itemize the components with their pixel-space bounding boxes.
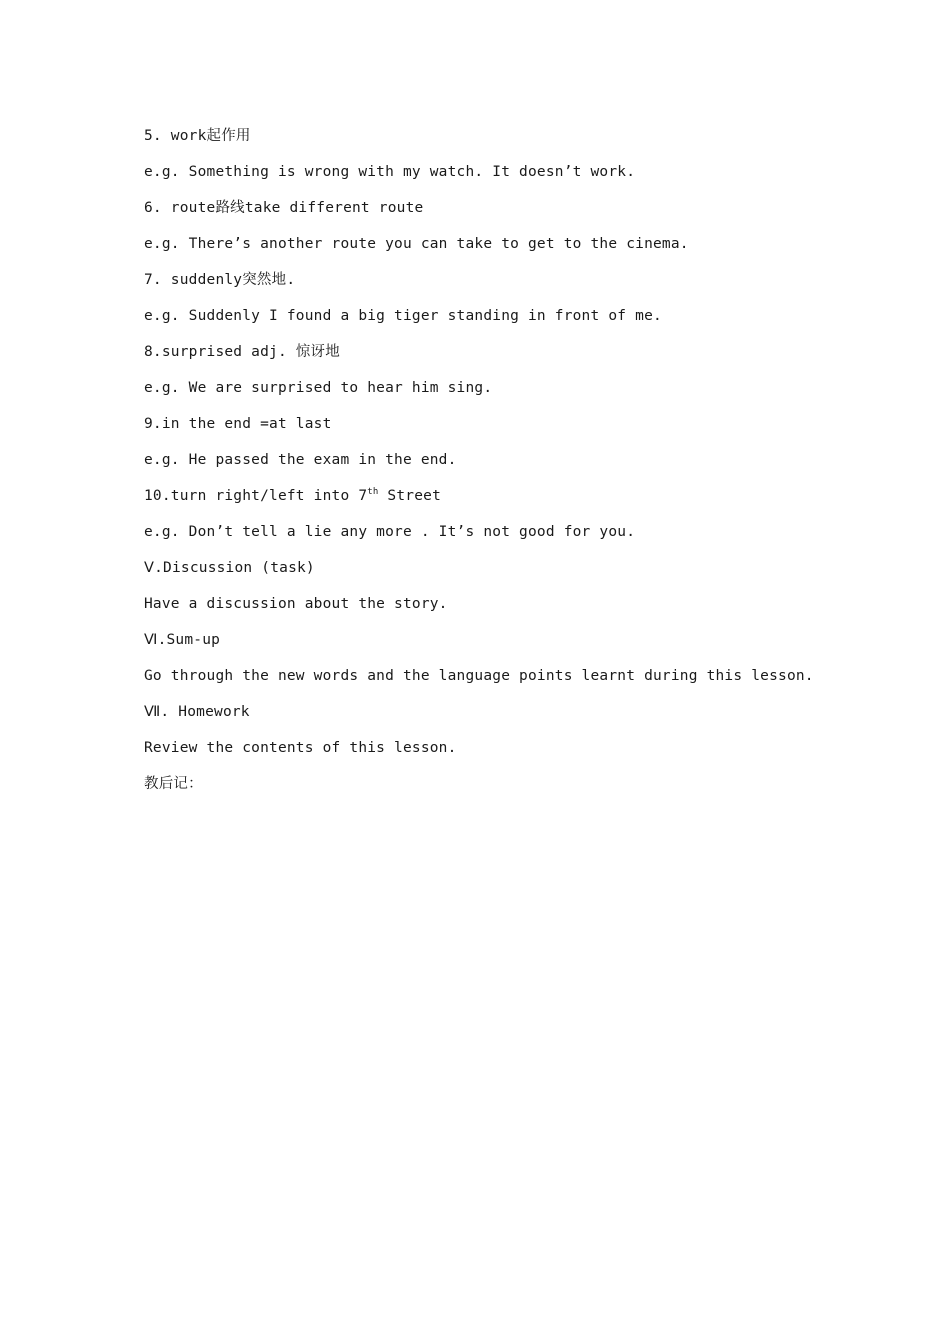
point-5-heading: 5. work起作用 [144,128,251,144]
point-8-heading: 8.surprised adj. 惊讶地 [144,344,340,360]
teaching-notes-label: 教后记： [144,776,203,792]
section-6-heading: Ⅵ.Sum-up [144,632,221,648]
point-10-heading [144,484,844,520]
point-10-text: 10.turn right/left into 7 [144,488,368,504]
point-8-example: e.g. We are surprised to hear him sing. [144,380,493,396]
point-7-example: e.g. Suddenly I found a big tiger standing in front of me. [144,308,662,324]
section-6-text: Go through the new words and the language points learnt during this lesson. [144,668,814,684]
point-5-example: e.g. Something is wrong with my watch. It doesn’t work. [144,164,636,180]
section-7-text: Review the contents of this lesson. [144,740,457,756]
ordinal-superscript: th [367,487,379,497]
section-5-text: Have a discussion about the story. [144,596,448,612]
point-10-example: e.g. Don’t tell a lie any more . It’s not good for you. [144,524,636,540]
point-6-example: e.g. There’s another route you can take to get to the cinema. [144,236,689,252]
section-5-heading: Ⅴ.Discussion (task) [144,560,315,576]
point-7-heading: 7. suddenly突然地. [144,272,296,288]
point-10-suffix: Street [378,488,442,504]
document-body [144,124,844,808]
section-7-heading: Ⅶ. Homework [144,704,250,720]
point-9-heading: 9.in the end =at last [144,416,332,432]
point-6-heading: 6. route路线take different route [144,200,424,216]
point-9-example: e.g. He passed the exam in the end. [144,452,457,468]
